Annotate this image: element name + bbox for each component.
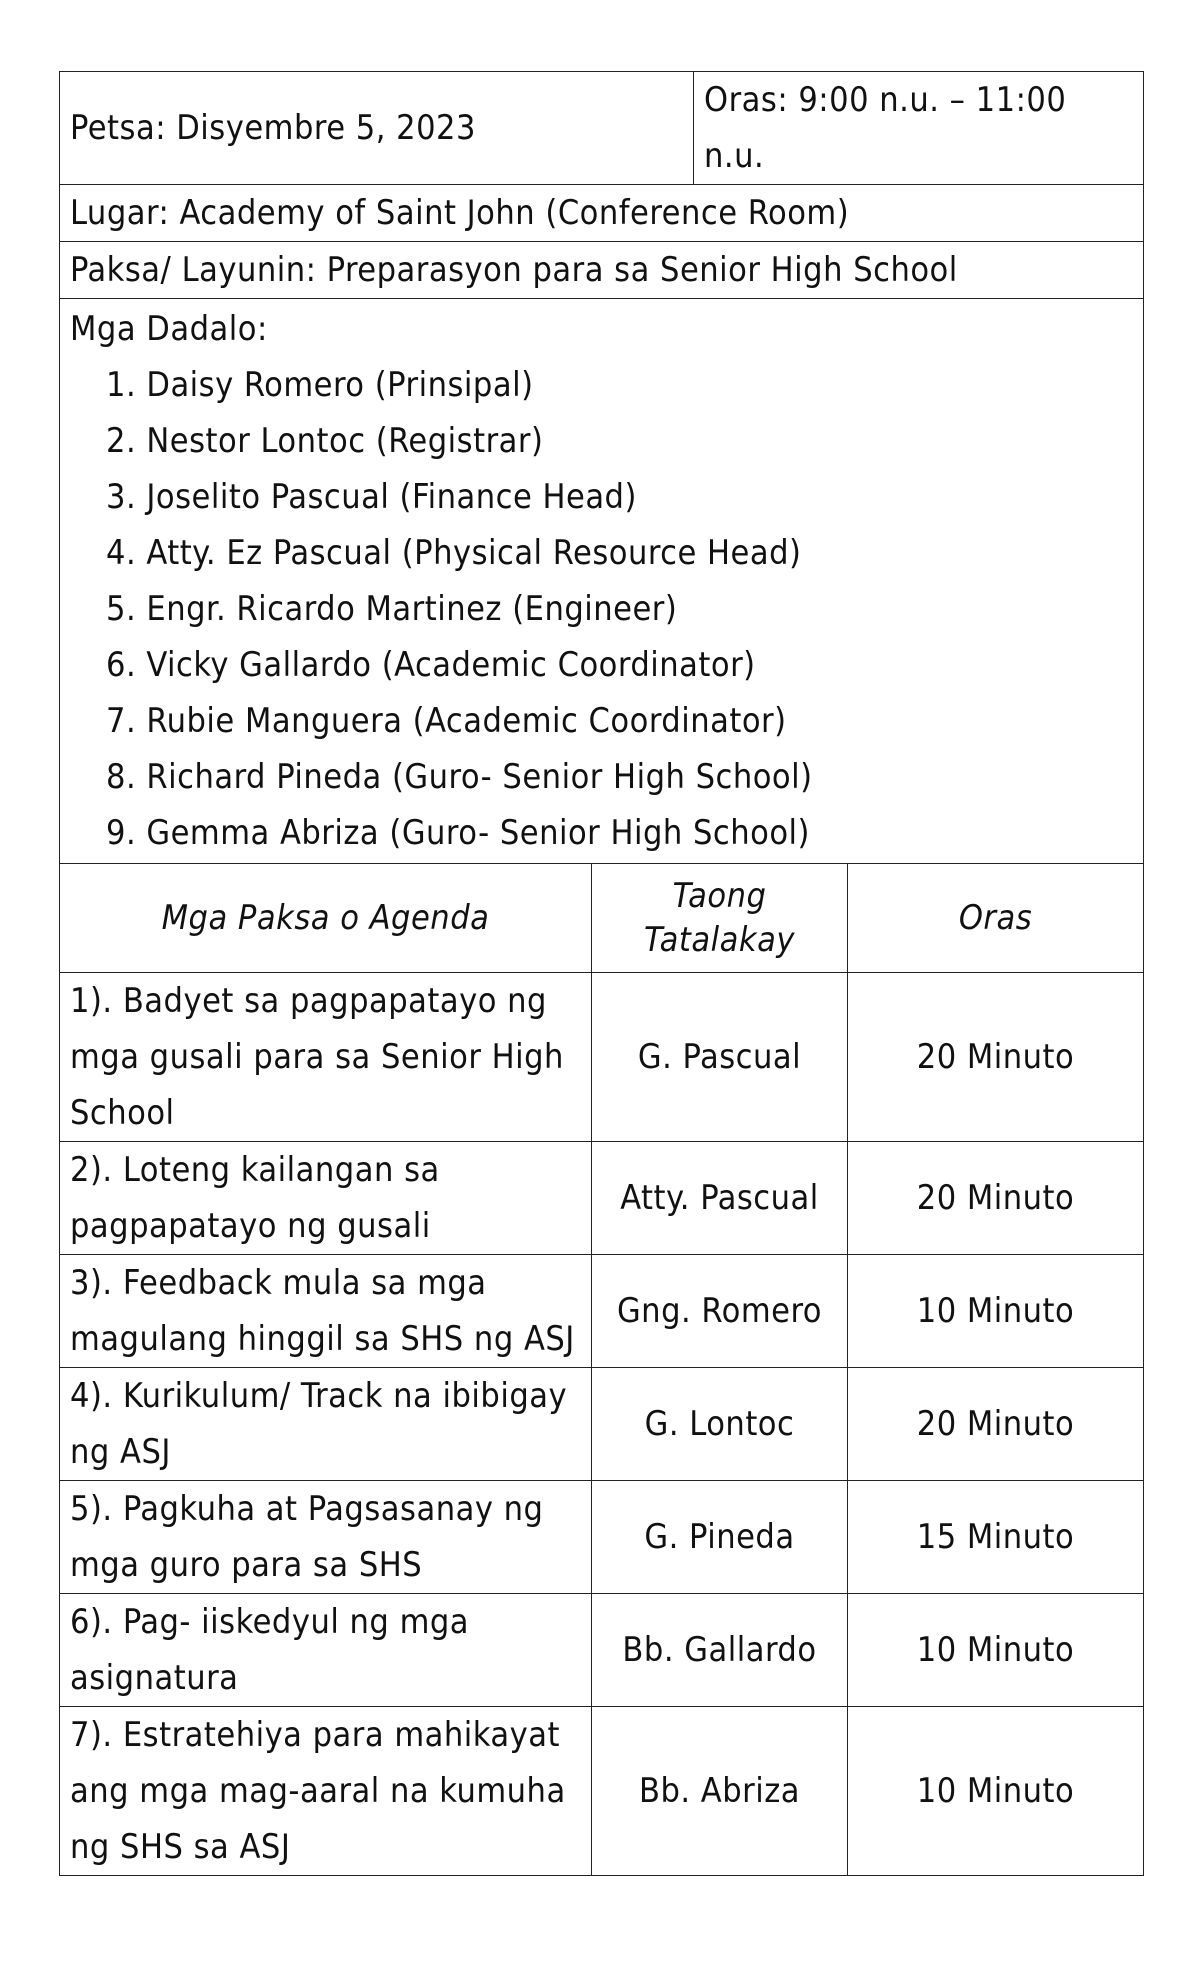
agenda-header-presenter: Taong Tatalakay <box>592 863 848 972</box>
attendees-list <box>70 357 1133 861</box>
agenda-presenter: G. Pascual <box>592 972 848 1141</box>
meeting-agenda-document <box>59 71 1143 1876</box>
agenda-presenter: Bb. Gallardo <box>592 1593 848 1706</box>
agenda-presenter: Bb. Abriza <box>592 1706 848 1875</box>
agenda-duration: 20 Minuto <box>848 1141 1144 1254</box>
attendees-section <box>60 299 1144 864</box>
attendee-item: 9. Gemma Abriza (Guro- Senior High School) <box>106 813 810 853</box>
agenda-topic: 2). Loteng kailangan sa pagpapatayo ng gusali <box>60 1141 592 1254</box>
meeting-place: Lugar: Academy of Saint John (Conference Room) <box>60 185 1144 242</box>
agenda-presenter: G. Lontoc <box>592 1367 848 1480</box>
attendee-item: 8. Richard Pineda (Guro- Senior High School) <box>106 757 813 797</box>
agenda-topic: 6). Pag- iiskedyul ng mga asignatura <box>60 1593 592 1706</box>
meeting-info-table <box>59 71 1144 864</box>
table-row <box>60 972 1144 1141</box>
attendee-item: 2. Nestor Lontoc (Registrar) <box>106 421 544 461</box>
meeting-topic: Paksa/ Layunin: Preparasyon para sa Senior High School <box>60 242 1144 299</box>
agenda-topic: 7). Estratehiya para mahikayat ang mga mag-aaral na kumuha ng SHS sa ASJ <box>60 1706 592 1875</box>
agenda-duration: 20 Minuto <box>848 972 1144 1141</box>
table-row <box>60 1593 1144 1706</box>
table-row <box>60 1254 1144 1367</box>
meeting-date: Petsa: Disyembre 5, 2023 <box>60 72 694 185</box>
attendee-item: 3. Joselito Pascual (Finance Head) <box>106 477 637 517</box>
agenda-topic: 3). Feedback mula sa mga magulang hinggil sa SHS ng ASJ <box>60 1254 592 1367</box>
attendee-item: 5. Engr. Ricardo Martinez (Engineer) <box>106 589 678 629</box>
table-row <box>60 1706 1144 1875</box>
agenda-table <box>59 863 1144 1876</box>
agenda-header-duration: Oras <box>848 863 1144 972</box>
agenda-duration: 10 Minuto <box>848 1254 1144 1367</box>
attendees-label: Mga Dadalo: <box>70 309 268 349</box>
agenda-duration: 10 Minuto <box>848 1706 1144 1875</box>
attendee-item: 7. Rubie Manguera (Academic Coordinator) <box>106 701 787 741</box>
table-row <box>60 1480 1144 1593</box>
attendee-item: 6. Vicky Gallardo (Academic Coordinator) <box>106 645 756 685</box>
agenda-presenter: Gng. Romero <box>592 1254 848 1367</box>
table-row <box>60 1141 1144 1254</box>
meeting-time: Oras: 9:00 n.u. – 11:00 n.u. <box>694 72 1144 185</box>
agenda-duration: 20 Minuto <box>848 1367 1144 1480</box>
agenda-topic: 5). Pagkuha at Pagsasanay ng mga guro para sa SHS <box>60 1480 592 1593</box>
agenda-topic: 4). Kurikulum/ Track na ibibigay ng ASJ <box>60 1367 592 1480</box>
agenda-duration: 10 Minuto <box>848 1593 1144 1706</box>
agenda-header-topic: Mga Paksa o Agenda <box>60 863 592 972</box>
table-row <box>60 1367 1144 1480</box>
agenda-presenter: Atty. Pascual <box>592 1141 848 1254</box>
attendee-item: 4. Atty. Ez Pascual (Physical Resource Head) <box>106 533 802 573</box>
attendee-item: 1. Daisy Romero (Prinsipal) <box>106 365 534 405</box>
agenda-presenter: G. Pineda <box>592 1480 848 1593</box>
agenda-duration: 15 Minuto <box>848 1480 1144 1593</box>
agenda-topic: 1). Badyet sa pagpapatayo ng mga gusali para sa Senior High School <box>60 972 592 1141</box>
